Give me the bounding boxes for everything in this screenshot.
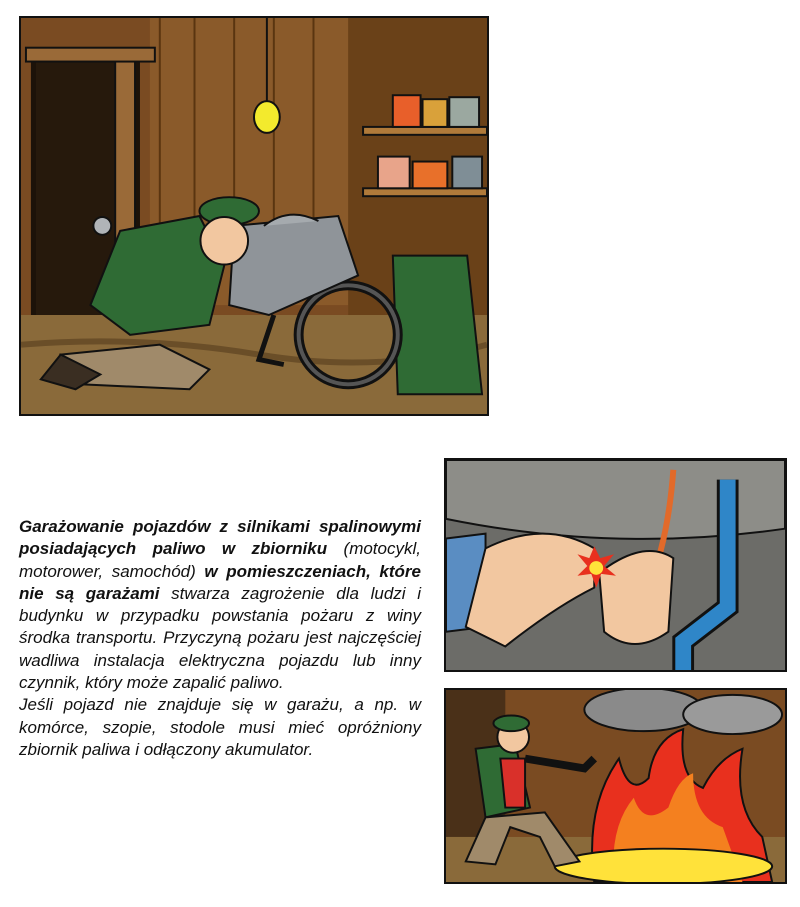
garage-motorcycle-illustration: [19, 16, 489, 416]
paragraph-2: Jeśli pojazd nie znajduje się w garażu, a np. w komórce, szopie, stodole musi mieć opróżniony zbiornik paliwa i odłączony akumulator.: [19, 695, 421, 759]
text-bold-b: w pomieszczeniach, które nie są garażami: [19, 561, 421, 603]
paragraph-1: [19, 516, 421, 694]
fire-scene: [446, 690, 785, 882]
text-bold-a: Garażowanie pojazdów z silnikami spalinowymi posiadających paliwo w zbiorniku: [19, 517, 421, 559]
warning-text: [19, 516, 421, 761]
text-normal-a: (motocykl, motorower, samochód): [19, 539, 421, 581]
text-normal-b: stwarza zagrożenie dla ludzi i budynku w przypadku powstania pożaru z winy środka transportu. Przyczyną pożaru jest najczęściej wadliwa instalacja elektryczna pojazdu lub inny czynnik, który może zapalić paliwo.: [19, 583, 422, 693]
garage-scene: [21, 18, 487, 414]
sparking-wires-illustration: [444, 458, 787, 672]
garage-fire-illustration: [444, 688, 787, 884]
hands-scene: [446, 460, 785, 670]
